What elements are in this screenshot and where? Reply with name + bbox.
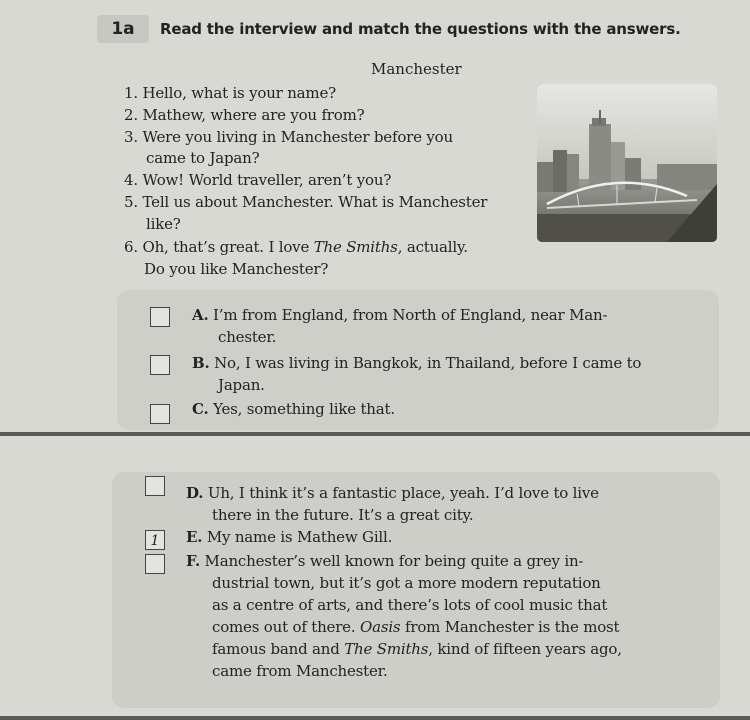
answer-a-line-2: chester. xyxy=(218,328,277,346)
answer-d xyxy=(186,484,599,502)
answer-text: Yes, something like that. xyxy=(213,400,395,418)
answer-f xyxy=(186,552,583,570)
answer-b xyxy=(192,354,641,372)
question-text: Oh, that’s great. I love xyxy=(142,238,314,256)
question-text: Hello, what is your name? xyxy=(142,84,336,102)
answer-b-line-2: Japan. xyxy=(218,376,265,394)
manchester-photo xyxy=(537,84,717,242)
question-5 xyxy=(124,193,487,211)
question-3 xyxy=(124,128,453,146)
question-number: 5. xyxy=(124,193,138,211)
answer-d-line-2: there in the future. It’s a great city. xyxy=(212,506,474,524)
answer-letter: D. xyxy=(186,484,204,502)
answer-e xyxy=(186,528,392,546)
bridge-photo-icon xyxy=(537,84,717,242)
answer-letter: E. xyxy=(186,528,203,546)
answer-text: I’m from England, from North of England, near Man- xyxy=(213,306,608,324)
question-text: Were you living in Manchester before you xyxy=(142,128,453,146)
answer-text: comes out of there. xyxy=(212,618,360,636)
band-name: The Smiths xyxy=(313,238,398,256)
question-text-end: , actually. xyxy=(397,238,468,256)
question-number: 2. xyxy=(124,106,138,124)
answer-box-a[interactable] xyxy=(150,307,170,327)
answer-text-end: from Manchester is the most xyxy=(400,618,620,636)
answer-letter: B. xyxy=(192,354,210,372)
question-text: Wow! World traveller, aren’t you? xyxy=(142,171,392,189)
answer-text: Uh, I think it’s a fantastic place, yeah. I’d love to live xyxy=(207,484,599,502)
exercise-number: 1a xyxy=(97,15,149,43)
question-number: 3. xyxy=(124,128,138,146)
band-name: Oasis xyxy=(360,618,401,636)
answer-c xyxy=(192,400,395,418)
answer-text: No, I was living in Bangkok, in Thailand, before I came to xyxy=(214,354,642,372)
answer-box-f[interactable] xyxy=(145,554,165,574)
answer-f-line-6: came from Manchester. xyxy=(212,662,388,680)
answer-box-c[interactable] xyxy=(150,404,170,424)
answer-text: famous band and xyxy=(212,640,345,658)
answer-letter: F. xyxy=(186,552,200,570)
answer-text: My name is Mathew Gill. xyxy=(206,528,393,546)
question-1 xyxy=(124,84,336,102)
question-6-line-2: Do you like Manchester? xyxy=(144,260,329,278)
question-text: Tell us about Manchester. What is Manchester xyxy=(142,193,488,211)
answer-box-d[interactable] xyxy=(145,476,165,496)
instruction: Read the interview and match the questions with the answers. xyxy=(160,20,681,38)
answer-letter: C. xyxy=(192,400,209,418)
question-text: Mathew, where are you from? xyxy=(142,106,365,124)
answer-text: Manchester’s well known for being quite a grey in- xyxy=(204,552,584,570)
answer-a xyxy=(192,306,607,324)
band-name: The Smiths xyxy=(344,640,429,658)
question-6 xyxy=(124,238,468,256)
question-number: 1. xyxy=(124,84,138,102)
answer-f-line-3: as a centre of arts, and there’s lots of cool music that xyxy=(212,596,608,614)
text-title: Manchester xyxy=(371,60,462,78)
question-5-line-2: like? xyxy=(146,215,181,233)
answer-box-e[interactable]: 1 xyxy=(145,530,165,550)
question-4 xyxy=(124,171,391,189)
answer-letter: A. xyxy=(192,306,209,324)
answer-f-line-4 xyxy=(212,618,619,636)
question-number: 6. xyxy=(124,238,138,256)
question-2 xyxy=(124,106,364,124)
answer-text-end: , kind of fifteen years ago, xyxy=(428,640,622,658)
question-number: 4. xyxy=(124,171,138,189)
answer-f-line-5 xyxy=(212,640,622,658)
answer-box-b[interactable] xyxy=(150,355,170,375)
answer-f-line-2: dustrial town, but it’s got a more modern reputation xyxy=(212,574,601,592)
question-3-line-2: came to Japan? xyxy=(146,149,260,167)
page-bottom xyxy=(0,436,750,716)
